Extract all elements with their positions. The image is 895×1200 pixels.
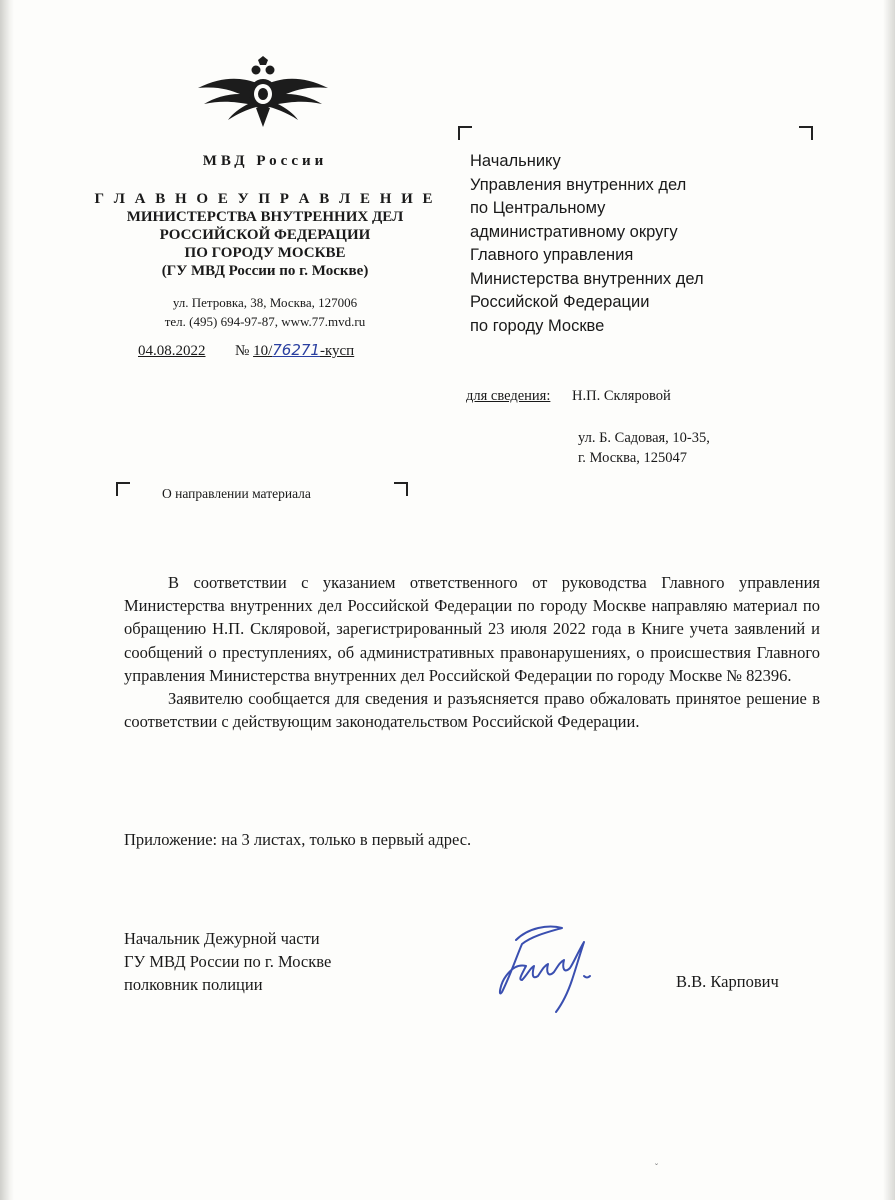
number-prefix: 10/	[253, 343, 273, 359]
info-copy	[466, 388, 671, 405]
signer-name: В.В. Карпович	[676, 972, 779, 991]
addressee-line: Начальнику	[470, 152, 561, 170]
number-label: №	[235, 343, 250, 359]
addressee-block	[470, 150, 830, 338]
letterhead-phone-web: тел. (495) 694-97-87, www.77.mvd.ru	[164, 314, 366, 329]
letterhead-block	[90, 190, 440, 280]
signer-block	[124, 927, 331, 996]
addressee-line: Управления внутренних дел	[470, 175, 687, 194]
letterhead-line-2: МИНИСТЕРСТВА ВНУТРЕННИХ ДЕЛ	[126, 209, 404, 225]
letterhead-contacts	[90, 293, 440, 331]
subject-bracket-left	[116, 482, 130, 496]
signer-rank: полковник полиции	[124, 975, 263, 994]
number-handwritten: 76271	[272, 341, 320, 359]
info-copy-label: для сведения:	[466, 388, 551, 404]
addressee-line: Главного управления	[470, 246, 634, 264]
subject-bracket-right	[394, 482, 408, 496]
info-copy-address-line: ул. Б. Садовая, 10-35,	[578, 430, 710, 446]
letterhead-line-5: (ГУ МВД России по г. Москве)	[161, 263, 369, 279]
addressee-bracket-left	[458, 126, 472, 140]
body-paragraph-2: Заявителю сообщается для сведения и разъясняется право обжаловать принятое решение в соответствии с действующим законодательством Российской Федерации.	[124, 689, 820, 732]
scan-edge-right	[883, 0, 895, 1200]
body-paragraph-1: В соответствии с указанием ответственного от руководства Главного управления Министерства внутренних дел Российской Федерации по городу Москве направляю материал по обращению Н.П. Скляровой, зарегистрированный 23 июля 2022 года в Книге учета заявлений и сообщений о преступлениях, об административных правонарушениях, о происшествия Главного управления Министерства внутренних дел Российской Федерации по городу Москве № 82396.	[124, 573, 820, 685]
signer-position: Начальник Дежурной части	[124, 929, 320, 948]
subject-line: О направлении материала	[162, 486, 311, 501]
signer-department: ГУ МВД России по г. Москве	[124, 952, 332, 971]
letterhead-line-3: РОССИЙСКОЙ ФЕДЕРАЦИИ	[159, 227, 371, 243]
addressee-line: Министерства внутренних дел	[470, 269, 704, 288]
info-copy-name: Н.П. Скляровой	[572, 388, 671, 404]
attachment-line: Приложение: на 3 листах, только в первый адрес.	[124, 830, 472, 849]
letter-body	[124, 571, 820, 733]
addressee-bracket-right	[799, 126, 813, 140]
letterhead-line-1: Г Л А В Н О Е У П Р А В Л Е Н И Е	[94, 191, 436, 207]
scan-edge-left	[0, 0, 14, 1200]
info-copy-address-line: г. Москва, 125047	[578, 450, 688, 466]
letterhead-line-4: ПО ГОРОДУ МОСКВЕ	[184, 245, 346, 261]
letterhead-ministry: МВД России	[202, 153, 328, 169]
mvd-emblem-icon	[196, 56, 330, 128]
addressee-line: административному округу	[470, 222, 678, 241]
letterhead-address: ул. Петровка, 38, Москва, 127006	[172, 295, 358, 310]
info-copy-address	[578, 428, 710, 468]
scan-speck: ˘	[655, 1162, 658, 1172]
handwritten-signature-icon	[488, 918, 608, 1014]
addressee-line: Российской Федерации	[470, 293, 650, 311]
number-suffix: -кусп	[319, 343, 355, 359]
addressee-line: по городу Москве	[470, 316, 605, 335]
document-date: 04.08.2022	[138, 343, 206, 359]
addressee-line: по Центральному	[470, 199, 606, 217]
registration-line	[138, 341, 354, 360]
